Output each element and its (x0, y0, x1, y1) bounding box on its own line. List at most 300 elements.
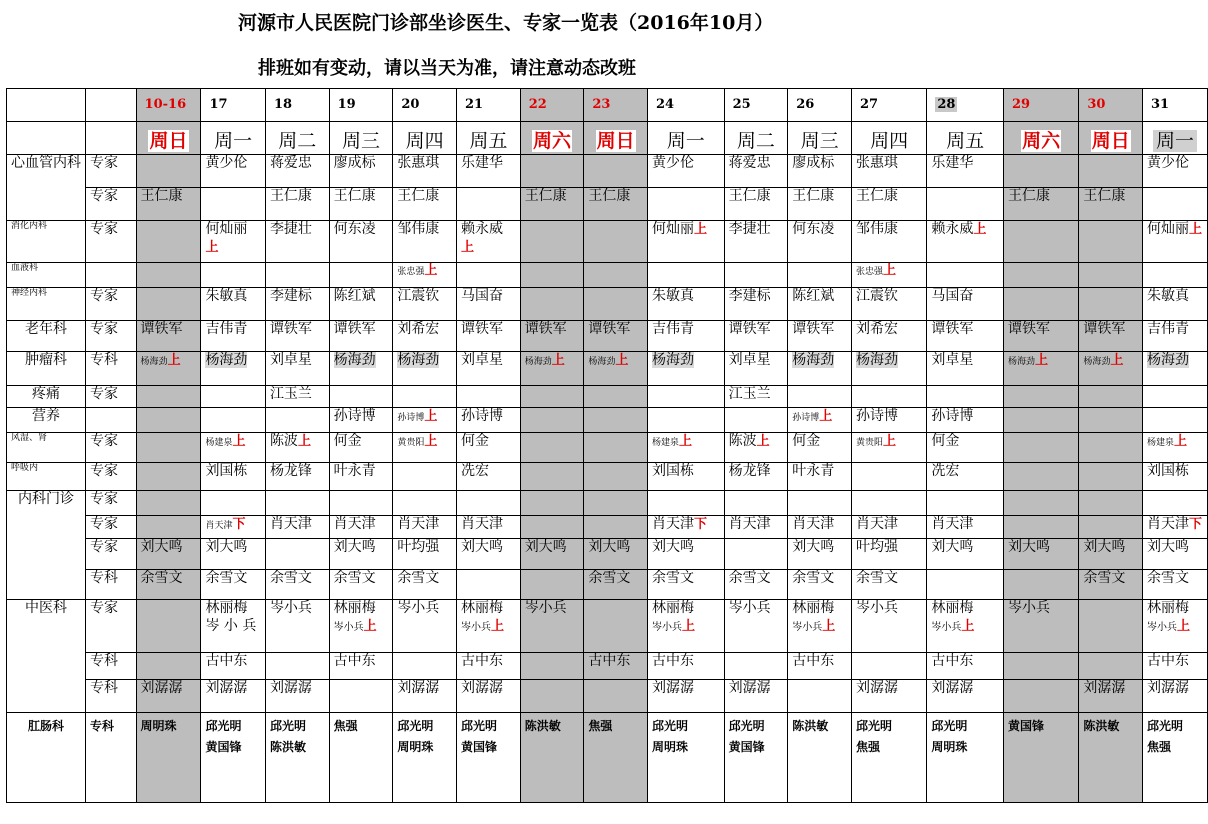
page-subtitle: 排班如有变动，请以当天为准，请注意动态改班 (258, 58, 636, 79)
schedule-cell (520, 570, 584, 600)
date-header (584, 89, 648, 122)
doctor-name: 何金 (931, 433, 960, 449)
doctor-name: 刘国栋 (1147, 463, 1190, 479)
schedule-cell (520, 321, 584, 352)
doctor-name: 古中东 (333, 653, 376, 669)
doctor-name: 刘大鸣 (140, 539, 183, 555)
shift-tag: 上 (883, 434, 897, 449)
doctor-name: 刘希宏 (855, 321, 898, 337)
schedule-cell (1143, 653, 1208, 680)
doctor-name: 陈洪敏 (1083, 719, 1120, 733)
schedule-cell (201, 653, 266, 680)
schedule-cell (393, 386, 457, 408)
department-name: 老年科 (25, 321, 67, 337)
department-label (7, 408, 86, 433)
weekday-header (927, 122, 1004, 155)
schedule-row (7, 321, 1208, 352)
schedule-cell (1143, 263, 1208, 288)
doctor-name: 余雪文 (651, 570, 694, 586)
department-name: 中医科 (25, 600, 67, 616)
schedule-cell (1004, 463, 1079, 491)
doctor-name: 江震钦 (397, 288, 440, 304)
schedule-cell (788, 516, 852, 539)
doctor-name: 刘潺潺 (397, 680, 440, 696)
schedule-cell (927, 352, 1004, 386)
doctor-name: 李建标 (269, 288, 312, 304)
schedule-row (7, 713, 1208, 803)
schedule-cell (520, 713, 584, 803)
weekday-label: 周六 (1022, 130, 1061, 153)
schedule-cell (1079, 352, 1143, 386)
schedule-cell (584, 321, 648, 352)
schedule-cell (1143, 463, 1208, 491)
doctor-name: 刘潺潺 (460, 680, 503, 696)
doctor-name: 杨建泉 (651, 438, 679, 448)
schedule-cell (393, 653, 457, 680)
department-name: 肿瘤科 (25, 352, 67, 368)
schedule-cell (927, 288, 1004, 321)
schedule-cell (201, 263, 266, 288)
date-header (329, 89, 393, 122)
doctor-name: 林丽梅 (205, 600, 248, 616)
doctor-name: 陈洪敏 (269, 740, 306, 754)
schedule-cell (456, 713, 520, 803)
schedule-cell (724, 288, 788, 321)
department-label (7, 713, 86, 803)
weekday-header (584, 122, 648, 155)
schedule-cell (329, 713, 393, 803)
shift-tag: 下 (693, 517, 707, 532)
schedule-cell (584, 408, 648, 433)
schedule-cell (788, 386, 852, 408)
role-label (86, 221, 137, 263)
doctor-name: 周明珠 (140, 719, 177, 733)
doctor-name: 岑小兵 (1008, 600, 1050, 616)
doctor-name: 余雪文 (333, 570, 376, 586)
department-name: 肛肠科 (27, 719, 64, 733)
doctor-name: 岑小兵 (524, 600, 567, 616)
date-header (136, 89, 201, 122)
schedule-cell (520, 221, 584, 263)
schedule-cell (136, 539, 201, 570)
schedule-cell (584, 570, 648, 600)
doctor-name: 吉伟青 (205, 321, 248, 337)
schedule-cell (788, 221, 852, 263)
schedule-cell (1004, 288, 1079, 321)
doctor-name: 刘大鸣 (792, 539, 835, 555)
shift-tag: 上 (822, 618, 836, 634)
schedule-cell (851, 570, 926, 600)
schedule-cell (851, 288, 926, 321)
department-label (7, 463, 86, 491)
schedule-cell (265, 680, 329, 713)
schedule-cell (329, 463, 393, 491)
doctor-name: 古中东 (651, 653, 694, 669)
doctor-name: 岑小兵 (397, 600, 440, 616)
shift-tag: 下 (232, 517, 246, 532)
weekday-label: 周三 (341, 130, 380, 153)
schedule-cell (788, 263, 852, 288)
schedule-cell (136, 221, 201, 263)
schedule-cell (1079, 408, 1143, 433)
schedule-cell (265, 570, 329, 600)
schedule-cell (584, 288, 648, 321)
doctor-name: 邱光明 (397, 719, 434, 733)
department-label (7, 386, 86, 408)
role-label (86, 570, 137, 600)
schedule-row (7, 221, 1208, 263)
schedule-cell (1004, 516, 1079, 539)
schedule-cell (329, 408, 393, 433)
doctor-name: 马国奋 (931, 288, 974, 304)
weekday-label: 周五 (469, 130, 508, 153)
schedule-cell (724, 600, 788, 653)
date-header (927, 89, 1004, 122)
schedule-cell (927, 600, 1004, 653)
schedule-cell (851, 386, 926, 408)
role-label (86, 463, 137, 491)
doctor-name: 刘卓星 (728, 352, 771, 368)
doctor-name: 刘潺潺 (269, 680, 312, 696)
schedule-cell (1079, 653, 1143, 680)
doctor-name: 乐建华 (460, 155, 503, 171)
doctor-name: 李捷壮 (269, 221, 312, 237)
schedule-cell (329, 321, 393, 352)
schedule-cell (329, 491, 393, 516)
schedule-cell (1079, 321, 1143, 352)
doctor-name: 孙诗博 (855, 408, 898, 424)
schedule-cell (329, 680, 393, 713)
schedule-cell (393, 263, 457, 288)
weekday-label: 周二 (278, 130, 317, 153)
doctor-name: 黄国锋 (1008, 719, 1045, 733)
weekday-header (647, 122, 724, 155)
date-label: 31 (1151, 96, 1170, 112)
doctor-name: 何金 (792, 433, 821, 449)
doctor-name: 周明珠 (931, 740, 968, 754)
schedule-cell (584, 713, 648, 803)
schedule-cell (393, 188, 457, 221)
schedule-cell (329, 155, 393, 188)
doctor-name: 王仁康 (1083, 188, 1126, 204)
schedule-cell (584, 463, 648, 491)
weekday-header (329, 122, 393, 155)
schedule-cell (584, 516, 648, 539)
schedule-cell (927, 155, 1004, 188)
doctor-name: 吉伟青 (1147, 321, 1190, 337)
doctor-name: 杨海劲 (1147, 352, 1190, 368)
shift-tag: 上 (297, 434, 311, 449)
schedule-cell (201, 680, 266, 713)
department-label (7, 155, 86, 221)
role-label (86, 491, 137, 516)
weekday-label: 周四 (405, 130, 444, 153)
schedule-cell (1004, 600, 1079, 653)
doctor-name: 岑小兵 (269, 600, 312, 616)
schedule-cell (136, 491, 201, 516)
schedule-cell (520, 386, 584, 408)
schedule-cell (201, 386, 266, 408)
schedule-cell (1143, 352, 1208, 386)
schedule-cell (788, 539, 852, 570)
doctor-name: 何灿丽 (651, 221, 694, 237)
schedule-cell (1079, 188, 1143, 221)
doctor-name: 赖永威 (460, 221, 503, 237)
doctor-name: 杨龙锋 (728, 463, 771, 479)
doctor-name: 陈红斌 (333, 288, 376, 304)
schedule-cell (788, 680, 852, 713)
schedule-cell (724, 516, 788, 539)
department-name: 消化内科 (11, 221, 48, 231)
schedule-cell (851, 408, 926, 433)
doctor-name: 王仁康 (792, 188, 835, 204)
doctor-name: 何东凌 (792, 221, 835, 237)
doctor-name: 黄贵阳 (397, 438, 425, 448)
schedule-cell (647, 463, 724, 491)
doctor-name: 吉伟青 (651, 321, 694, 337)
schedule-cell (1004, 188, 1079, 221)
schedule-cell (201, 463, 266, 491)
schedule-cell (456, 386, 520, 408)
schedule-cell (788, 570, 852, 600)
date-label: 30 (1087, 96, 1106, 112)
schedule-cell (265, 539, 329, 570)
doctor-name: 刘潺潺 (651, 680, 694, 696)
schedule-cell (329, 221, 393, 263)
doctor-name: 王仁康 (140, 188, 183, 204)
schedule-cell (329, 570, 393, 600)
schedule-cell (136, 463, 201, 491)
schedule-cell (520, 352, 584, 386)
schedule-cell (201, 352, 266, 386)
schedule-cell (136, 263, 201, 288)
schedule-cell (788, 288, 852, 321)
date-header (456, 89, 520, 122)
role-name: 专家 (90, 539, 118, 555)
doctor-name: 孙诗博 (333, 408, 376, 424)
doctor-name: 岑小兵 (333, 621, 364, 633)
schedule-cell (520, 491, 584, 516)
doctor-name: 谭铁军 (333, 321, 376, 337)
schedule-cell (1004, 653, 1079, 680)
schedule-cell (927, 539, 1004, 570)
date-header (1004, 89, 1079, 122)
date-header (393, 89, 457, 122)
doctor-name: 张惠琪 (397, 155, 440, 171)
schedule-cell (647, 539, 724, 570)
doctor-name: 张忠强 (855, 267, 883, 277)
schedule-cell (647, 713, 724, 803)
department-label (7, 491, 86, 600)
schedule-row (7, 463, 1208, 491)
schedule-cell (724, 221, 788, 263)
weekday-label: 周日 (1091, 130, 1130, 153)
role-name: 专家 (90, 516, 118, 532)
doctor-name: 林丽梅 (1147, 600, 1190, 616)
doctor-name: 谭铁军 (524, 321, 567, 337)
schedule-cell (788, 463, 852, 491)
date-label: 26 (796, 96, 815, 112)
doctor-name: 刘潺潺 (855, 680, 898, 696)
schedule-cell (1004, 221, 1079, 263)
schedule-cell (329, 653, 393, 680)
doctor-name: 王仁康 (588, 188, 631, 204)
doctor-name: 刘希宏 (397, 321, 440, 337)
department-label (7, 433, 86, 463)
schedule-cell (851, 600, 926, 653)
doctor-name: 朱敏真 (205, 288, 248, 304)
schedule-cell (136, 570, 201, 600)
schedule-cell (724, 680, 788, 713)
schedule-cell (584, 188, 648, 221)
doctor-name: 江玉兰 (269, 386, 312, 402)
department-name: 风湿、肾 (11, 433, 48, 443)
weekday-header (520, 122, 584, 155)
schedule-cell (456, 680, 520, 713)
doctor-name: 刘潺潺 (205, 680, 248, 696)
department-name: 内科门诊 (18, 491, 74, 507)
doctor-name: 岑小兵 (460, 621, 491, 633)
schedule-cell (724, 539, 788, 570)
date-label: 23 (592, 96, 611, 112)
schedule-cell (329, 433, 393, 463)
schedule-cell (456, 155, 520, 188)
doctor-name: 江震钦 (855, 288, 898, 304)
doctor-name: 杨海劲 (855, 352, 898, 368)
schedule-cell (724, 653, 788, 680)
schedule-cell (724, 155, 788, 188)
schedule-cell (851, 221, 926, 263)
doctor-name: 刘潺潺 (931, 680, 974, 696)
schedule-cell (647, 653, 724, 680)
weekday-header (1143, 122, 1208, 155)
doctor-name: 杨海劲 (524, 357, 552, 367)
doctor-name: 刘潺潺 (140, 680, 183, 696)
role-label (86, 713, 137, 803)
schedule-cell (265, 288, 329, 321)
schedule-cell (265, 408, 329, 433)
schedule-cell (647, 433, 724, 463)
doctor-name: 刘大鸣 (1147, 539, 1190, 555)
doctor-name: 余雪文 (397, 570, 440, 586)
schedule-cell (1143, 680, 1208, 713)
schedule-cell (927, 653, 1004, 680)
doctor-name: 孙诗博 (792, 413, 820, 423)
schedule-row (7, 155, 1208, 188)
doctor-name: 古中东 (205, 653, 248, 669)
doctor-name: 杨建泉 (205, 438, 233, 448)
doctor-name: 岑小兵 (855, 600, 898, 616)
schedule-cell (1004, 433, 1079, 463)
doctor-name: 孙诗博 (460, 408, 503, 424)
doctor-name: 黄少伦 (1147, 155, 1190, 171)
doctor-name: 刘大鸣 (588, 539, 631, 555)
schedule-cell (647, 408, 724, 433)
department-label (7, 352, 86, 386)
weekday-label: 周一 (666, 130, 705, 153)
role-name: 专家 (90, 491, 118, 507)
doctor-name: 孙诗博 (931, 408, 974, 424)
role-label (86, 321, 137, 352)
doctor-name: 王仁康 (397, 188, 440, 204)
schedule-cell (1004, 680, 1079, 713)
doctor-name: 杨海劲 (333, 352, 376, 368)
schedule-cell (851, 188, 926, 221)
schedule-cell (724, 188, 788, 221)
department-label (7, 321, 86, 352)
schedule-cell (1143, 713, 1208, 803)
schedule-cell (1143, 155, 1208, 188)
schedule-cell (456, 463, 520, 491)
schedule-row (7, 600, 1208, 653)
schedule-row (7, 408, 1208, 433)
schedule-cell (136, 600, 201, 653)
weekday-label: 周一 (1153, 130, 1197, 152)
schedule-cell (136, 155, 201, 188)
schedule-cell (136, 386, 201, 408)
schedule-cell (393, 221, 457, 263)
schedule-cell (788, 408, 852, 433)
doctor-name: 肖天津 (728, 516, 771, 532)
schedule-cell (201, 408, 266, 433)
date-label: 29 (1012, 96, 1031, 112)
doctor-name: 杨海劲 (205, 352, 248, 368)
doctor-name: 焦强 (855, 740, 880, 754)
schedule-cell (584, 491, 648, 516)
schedule-cell (520, 653, 584, 680)
doctor-name: 古中东 (588, 653, 631, 669)
schedule-cell (788, 491, 852, 516)
date-label: 21 (464, 96, 484, 112)
doctor-name: 肖天津 (855, 516, 898, 532)
schedule-cell (927, 263, 1004, 288)
doctor-name: 肖天津 (931, 516, 974, 532)
schedule-cell (456, 352, 520, 386)
schedule-cell (136, 713, 201, 803)
doctor-name: 陈洪敏 (792, 719, 829, 733)
schedule-cell (136, 352, 201, 386)
schedule-cell (201, 570, 266, 600)
doctor-name: 王仁康 (269, 188, 312, 204)
weekday-label: 周五 (946, 130, 985, 153)
doctor-name: 古中东 (931, 653, 974, 669)
doctor-name: 刘卓星 (269, 352, 312, 368)
schedule-cell (851, 433, 926, 463)
shift-tag: 下 (1189, 517, 1203, 532)
schedule-cell (724, 408, 788, 433)
doctor-name: 刘大鸣 (333, 539, 376, 555)
role-name: 专科 (90, 719, 115, 733)
doctor-name: 岑小兵 (931, 621, 962, 633)
schedule-cell (788, 352, 852, 386)
shift-tag: 上 (1110, 353, 1124, 368)
schedule-cell (927, 713, 1004, 803)
schedule-cell (647, 321, 724, 352)
doctor-name: 余雪文 (728, 570, 771, 586)
schedule-cell (520, 155, 584, 188)
schedule-cell (1004, 408, 1079, 433)
doctor-name: 冼宏 (931, 463, 960, 479)
schedule-cell (1143, 600, 1208, 653)
doctor-name: 孙诗博 (397, 413, 425, 423)
schedule-cell (456, 263, 520, 288)
role-name: 专家 (90, 386, 118, 402)
role-name: 专家 (90, 221, 118, 237)
schedule-cell (201, 288, 266, 321)
date-label: 18 (273, 96, 293, 112)
schedule-row (7, 263, 1208, 288)
schedule-cell (851, 463, 926, 491)
